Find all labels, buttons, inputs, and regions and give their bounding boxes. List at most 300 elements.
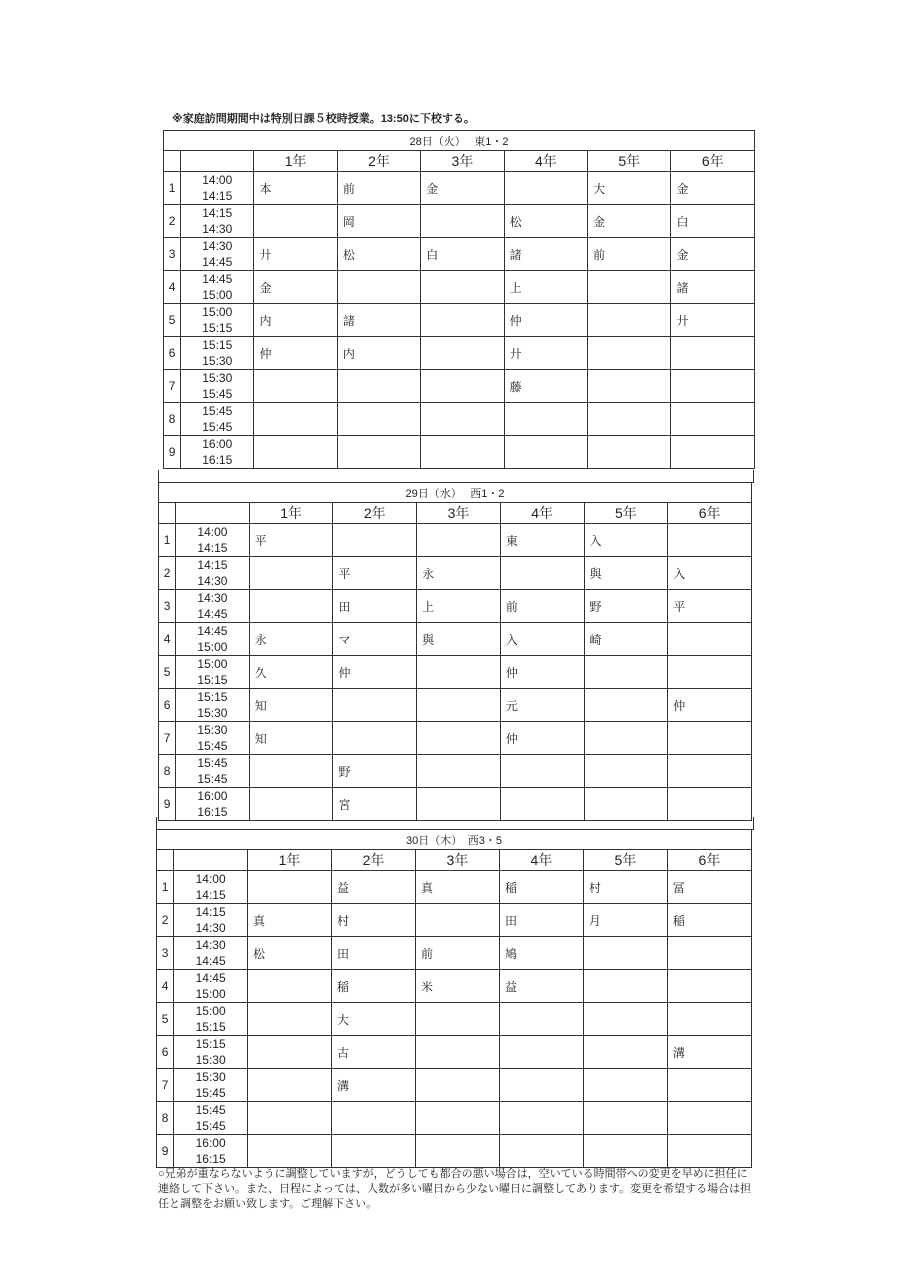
table-row xyxy=(159,524,752,557)
visit-cell xyxy=(248,1135,332,1168)
slot-time xyxy=(176,524,250,557)
visit-cell xyxy=(583,970,667,1003)
visit-cell xyxy=(421,403,504,436)
visit-cell: 大 xyxy=(588,172,671,205)
slot-number: 2 xyxy=(159,557,176,590)
header-blank xyxy=(159,503,176,524)
slot-number: 3 xyxy=(157,937,174,970)
visit-cell: 仲 xyxy=(500,656,584,689)
table-row xyxy=(157,871,752,904)
visit-cell xyxy=(583,1069,667,1102)
visit-cell xyxy=(667,1003,751,1036)
visit-cell xyxy=(415,1003,499,1036)
visit-cell: 平 xyxy=(249,524,333,557)
day-title: 30日（木） 西3・5 xyxy=(157,830,752,850)
day-title: 29日（水） 西1・2 xyxy=(159,483,752,503)
visit-cell xyxy=(417,656,501,689)
table-row xyxy=(164,436,755,469)
slot-number: 3 xyxy=(159,590,176,623)
visit-cell xyxy=(667,970,751,1003)
visit-cell xyxy=(417,755,501,788)
visit-cell: 岡 xyxy=(337,205,420,238)
schedule-table-day-29 xyxy=(158,482,752,821)
visit-cell xyxy=(415,1135,499,1168)
grade-header: 3年 xyxy=(415,850,499,871)
slot-time xyxy=(174,970,248,1003)
grade-header: 3年 xyxy=(417,503,501,524)
visit-cell: 廾 xyxy=(671,304,755,337)
slot-number: 2 xyxy=(157,904,174,937)
visit-cell: 諸 xyxy=(671,271,755,304)
slot-time xyxy=(174,937,248,970)
visit-cell: 本 xyxy=(254,172,337,205)
visit-cell xyxy=(504,436,587,469)
visit-cell: 永 xyxy=(417,557,501,590)
slot-start: 15:00 xyxy=(202,305,233,319)
table-row xyxy=(159,656,752,689)
visit-cell: 元 xyxy=(500,689,584,722)
visit-cell xyxy=(588,271,671,304)
visit-cell xyxy=(332,1102,416,1135)
visit-cell: 與 xyxy=(584,557,668,590)
slot-time xyxy=(176,557,250,590)
visit-cell xyxy=(415,1036,499,1069)
visit-cell: 溝 xyxy=(332,1069,416,1102)
visit-cell xyxy=(248,1069,332,1102)
grade-header: 5年 xyxy=(584,503,668,524)
grade-header-row xyxy=(164,151,755,172)
slot-end: 15:45 xyxy=(202,387,233,401)
visit-cell: 益 xyxy=(499,970,583,1003)
table-row xyxy=(157,937,752,970)
slot-end: 15:30 xyxy=(195,1053,226,1067)
visit-cell: 知 xyxy=(249,722,333,755)
slot-number: 8 xyxy=(157,1102,174,1135)
slot-end: 16:15 xyxy=(195,1152,226,1166)
table-row xyxy=(159,557,752,590)
table-row xyxy=(157,1069,752,1102)
slot-end: 15:45 xyxy=(197,772,228,786)
visit-cell xyxy=(415,904,499,937)
visit-cell: 永 xyxy=(249,623,333,656)
visit-cell: 諸 xyxy=(504,238,587,271)
table-row xyxy=(159,722,752,755)
slot-start: 15:45 xyxy=(195,1103,226,1117)
slot-end: 15:30 xyxy=(202,354,233,368)
visit-cell xyxy=(588,403,671,436)
header-blank xyxy=(176,503,250,524)
visit-cell xyxy=(333,524,417,557)
grade-header: 3年 xyxy=(421,151,504,172)
table-row xyxy=(157,1036,752,1069)
visit-cell: 宮 xyxy=(333,788,417,821)
visit-cell: 真 xyxy=(415,871,499,904)
visit-cell: 白 xyxy=(421,238,504,271)
slot-end: 15:45 xyxy=(195,1119,226,1133)
visit-cell: 崎 xyxy=(584,623,668,656)
slot-time xyxy=(181,370,254,403)
slot-end: 15:00 xyxy=(197,640,228,654)
visit-cell xyxy=(584,656,668,689)
slot-start: 15:15 xyxy=(197,690,228,704)
visit-cell: 平 xyxy=(668,590,752,623)
slot-end: 16:15 xyxy=(202,453,233,467)
slot-start: 14:30 xyxy=(202,239,233,253)
slot-start: 15:00 xyxy=(195,1004,226,1018)
slot-start: 16:00 xyxy=(202,437,233,451)
slot-start: 16:00 xyxy=(197,789,228,803)
slot-time xyxy=(174,1069,248,1102)
visit-cell: 野 xyxy=(584,590,668,623)
visit-cell: 白 xyxy=(671,205,755,238)
visit-cell xyxy=(583,1135,667,1168)
slot-time xyxy=(174,1036,248,1069)
slot-start: 15:30 xyxy=(197,723,228,737)
slot-time xyxy=(181,337,254,370)
slot-number: 3 xyxy=(164,238,181,271)
visit-cell xyxy=(671,403,755,436)
visit-cell xyxy=(584,722,668,755)
visit-cell xyxy=(667,937,751,970)
visit-cell xyxy=(668,755,752,788)
visit-cell: 金 xyxy=(671,172,755,205)
visit-cell xyxy=(421,337,504,370)
visit-cell xyxy=(499,1036,583,1069)
visit-cell xyxy=(671,370,755,403)
visit-cell: 田 xyxy=(333,590,417,623)
visit-cell: 平 xyxy=(333,557,417,590)
slot-start: 16:00 xyxy=(195,1136,226,1150)
grade-header: 1年 xyxy=(254,151,337,172)
visit-cell: 前 xyxy=(337,172,420,205)
visit-cell: 藤 xyxy=(504,370,587,403)
slot-end: 14:15 xyxy=(202,189,233,203)
slot-start: 14:15 xyxy=(195,905,226,919)
table-row xyxy=(164,238,755,271)
slot-end: 14:30 xyxy=(202,222,233,236)
slot-time xyxy=(181,403,254,436)
visit-cell xyxy=(417,524,501,557)
slot-end: 15:45 xyxy=(202,420,233,434)
table-row xyxy=(164,271,755,304)
slot-time xyxy=(174,871,248,904)
slot-start: 14:30 xyxy=(197,591,228,605)
slot-start: 14:00 xyxy=(202,173,233,187)
visit-cell xyxy=(415,1102,499,1135)
slot-end: 14:45 xyxy=(202,255,233,269)
visit-cell xyxy=(667,1102,751,1135)
visit-cell: 諸 xyxy=(337,304,420,337)
grade-header: 6年 xyxy=(667,850,751,871)
visit-cell: 鳩 xyxy=(499,937,583,970)
slot-start: 15:30 xyxy=(195,1070,226,1084)
slot-number: 8 xyxy=(164,403,181,436)
visit-cell xyxy=(421,436,504,469)
table-row xyxy=(159,755,752,788)
slot-start: 15:15 xyxy=(195,1037,226,1051)
slot-start: 14:45 xyxy=(195,971,226,985)
visit-cell xyxy=(583,1036,667,1069)
grade-header: 2年 xyxy=(332,850,416,871)
slot-time xyxy=(181,304,254,337)
visit-cell xyxy=(417,722,501,755)
visit-cell: 月 xyxy=(583,904,667,937)
slot-number: 4 xyxy=(164,271,181,304)
visit-cell: 仲 xyxy=(500,722,584,755)
day-title: 28日（火） 東1・2 xyxy=(164,131,755,151)
visit-cell xyxy=(499,1102,583,1135)
visit-cell xyxy=(499,1069,583,1102)
grade-header-row xyxy=(157,850,752,871)
visit-cell xyxy=(500,557,584,590)
table-row xyxy=(164,205,755,238)
visit-cell: 村 xyxy=(332,904,416,937)
slot-number: 5 xyxy=(164,304,181,337)
visit-cell xyxy=(584,788,668,821)
visit-cell: 野 xyxy=(333,755,417,788)
slot-number: 9 xyxy=(157,1135,174,1168)
visit-cell: 稲 xyxy=(667,904,751,937)
visit-cell xyxy=(332,1135,416,1168)
visit-cell xyxy=(249,755,333,788)
visit-cell: 知 xyxy=(249,689,333,722)
table-row xyxy=(164,337,755,370)
visit-cell: 仲 xyxy=(668,689,752,722)
slot-start: 14:00 xyxy=(195,872,226,886)
slot-number: 2 xyxy=(164,205,181,238)
slot-number: 8 xyxy=(159,755,176,788)
slot-number: 1 xyxy=(164,172,181,205)
visit-cell xyxy=(668,656,752,689)
grade-header: 5年 xyxy=(588,151,671,172)
slot-time xyxy=(174,1135,248,1168)
schedule-table-day-30 xyxy=(156,829,752,1168)
visit-cell: 入 xyxy=(500,623,584,656)
visit-cell xyxy=(583,1102,667,1135)
visit-cell xyxy=(337,370,420,403)
visit-cell: 與 xyxy=(417,623,501,656)
visit-cell: 冨 xyxy=(667,871,751,904)
slot-time xyxy=(176,788,250,821)
visit-cell xyxy=(421,271,504,304)
visit-cell xyxy=(248,1102,332,1135)
visit-cell: 仲 xyxy=(254,337,337,370)
slot-end: 15:15 xyxy=(197,673,228,687)
slot-number: 5 xyxy=(159,656,176,689)
slot-time xyxy=(181,436,254,469)
slot-number: 4 xyxy=(159,623,176,656)
visit-cell xyxy=(588,337,671,370)
visit-cell xyxy=(500,788,584,821)
table-row xyxy=(159,689,752,722)
slot-time xyxy=(176,755,250,788)
slot-time xyxy=(176,722,250,755)
slot-start: 14:15 xyxy=(197,558,228,572)
slot-end: 15:00 xyxy=(195,987,226,1001)
slot-end: 15:00 xyxy=(202,288,233,302)
slot-start: 14:00 xyxy=(197,525,228,539)
grade-header: 1年 xyxy=(249,503,333,524)
grade-header: 4年 xyxy=(500,503,584,524)
visit-cell: 前 xyxy=(415,937,499,970)
visit-cell: 金 xyxy=(421,172,504,205)
table-row xyxy=(157,1135,752,1168)
visit-cell: 前 xyxy=(588,238,671,271)
slot-start: 15:00 xyxy=(197,657,228,671)
visit-cell: 久 xyxy=(249,656,333,689)
slot-number: 7 xyxy=(159,722,176,755)
visit-cell: 稲 xyxy=(499,871,583,904)
slot-time xyxy=(181,238,254,271)
slot-end: 15:15 xyxy=(202,321,233,335)
slot-start: 14:45 xyxy=(197,624,228,638)
table-row xyxy=(157,1102,752,1135)
slot-number: 9 xyxy=(164,436,181,469)
visit-cell xyxy=(671,337,755,370)
grade-header: 4年 xyxy=(499,850,583,871)
visit-cell: 東 xyxy=(500,524,584,557)
visit-cell: 上 xyxy=(504,271,587,304)
visit-cell xyxy=(588,370,671,403)
slot-start: 14:45 xyxy=(202,272,233,286)
slot-end: 15:30 xyxy=(197,706,228,720)
slot-number: 7 xyxy=(157,1069,174,1102)
slot-time xyxy=(181,271,254,304)
header-blank xyxy=(157,850,174,871)
slot-end: 14:15 xyxy=(195,888,226,902)
table-row xyxy=(157,1003,752,1036)
table-row xyxy=(164,370,755,403)
slot-start: 15:45 xyxy=(202,404,233,418)
grade-header: 6年 xyxy=(671,151,755,172)
visit-cell xyxy=(504,172,587,205)
grade-header: 6年 xyxy=(668,503,752,524)
slot-time xyxy=(174,1003,248,1036)
visit-cell xyxy=(584,689,668,722)
visit-cell xyxy=(248,871,332,904)
visit-cell xyxy=(668,623,752,656)
slot-number: 7 xyxy=(164,370,181,403)
slot-end: 16:15 xyxy=(197,805,228,819)
visit-cell xyxy=(421,205,504,238)
slot-end: 14:30 xyxy=(197,574,228,588)
visit-cell xyxy=(500,755,584,788)
slot-number: 9 xyxy=(159,788,176,821)
visit-cell xyxy=(249,788,333,821)
visit-cell: 金 xyxy=(588,205,671,238)
visit-cell xyxy=(333,689,417,722)
visit-cell xyxy=(671,436,755,469)
table-row xyxy=(157,970,752,1003)
visit-cell xyxy=(248,1036,332,1069)
slot-number: 6 xyxy=(164,337,181,370)
visit-cell: 入 xyxy=(584,524,668,557)
visit-cell xyxy=(499,1003,583,1036)
slot-number: 6 xyxy=(159,689,176,722)
grade-header: 5年 xyxy=(583,850,667,871)
slot-end: 14:30 xyxy=(195,921,226,935)
slot-end: 14:45 xyxy=(197,607,228,621)
visit-cell xyxy=(421,304,504,337)
visit-cell: 松 xyxy=(248,937,332,970)
footer-note: ○兄弟が重ならないように調整していますが，どうしても都合の悪い場合は，空いている時間帯への変更を早めに担任に連絡して下さい。また、日程によっては、人数が多い曜日から少ない曜日に調整してあります。変更を希望する場合は担任と調整をお願い致します。ご理解下さい。 xyxy=(158,1168,752,1210)
visit-cell xyxy=(249,557,333,590)
slot-number: 6 xyxy=(157,1036,174,1069)
visit-cell: 松 xyxy=(504,205,587,238)
visit-cell xyxy=(588,304,671,337)
visit-cell xyxy=(584,755,668,788)
visit-cell: 稲 xyxy=(332,970,416,1003)
table-row xyxy=(164,304,755,337)
visit-cell: 入 xyxy=(668,557,752,590)
visit-cell xyxy=(254,436,337,469)
slot-time xyxy=(176,656,250,689)
slot-end: 14:15 xyxy=(197,541,228,555)
table-row xyxy=(159,788,752,821)
visit-cell xyxy=(667,1069,751,1102)
visit-cell: 内 xyxy=(254,304,337,337)
visit-cell: 金 xyxy=(671,238,755,271)
slot-start: 15:45 xyxy=(197,756,228,770)
grade-header: 1年 xyxy=(248,850,332,871)
schedule-table-day-28 xyxy=(163,130,755,469)
visit-cell xyxy=(248,1003,332,1036)
visit-cell: マ xyxy=(333,623,417,656)
visit-cell xyxy=(583,937,667,970)
header-blank xyxy=(181,151,254,172)
visit-cell xyxy=(667,1135,751,1168)
visit-cell: 内 xyxy=(337,337,420,370)
slot-time xyxy=(176,689,250,722)
visit-cell xyxy=(415,1069,499,1102)
visit-cell: 田 xyxy=(499,904,583,937)
table-row xyxy=(157,904,752,937)
visit-cell xyxy=(254,205,337,238)
slot-number: 1 xyxy=(157,871,174,904)
visit-cell xyxy=(249,590,333,623)
slot-end: 15:45 xyxy=(195,1086,226,1100)
slot-time xyxy=(176,590,250,623)
visit-cell xyxy=(588,436,671,469)
visit-cell xyxy=(417,689,501,722)
visit-cell: 金 xyxy=(254,271,337,304)
slot-time xyxy=(181,172,254,205)
visit-cell: 米 xyxy=(415,970,499,1003)
visit-cell xyxy=(668,722,752,755)
slot-start: 15:15 xyxy=(202,338,233,352)
visit-cell xyxy=(254,370,337,403)
visit-cell: 古 xyxy=(332,1036,416,1069)
slot-time xyxy=(174,904,248,937)
slot-time xyxy=(176,623,250,656)
slot-start: 15:30 xyxy=(202,371,233,385)
slot-end: 15:15 xyxy=(195,1020,226,1034)
visit-cell xyxy=(583,1003,667,1036)
grade-header-row xyxy=(159,503,752,524)
visit-cell: 村 xyxy=(583,871,667,904)
header-blank xyxy=(174,850,248,871)
visit-cell: 溝 xyxy=(667,1036,751,1069)
visit-cell: 廾 xyxy=(504,337,587,370)
slot-start: 14:15 xyxy=(202,206,233,220)
visit-cell: 大 xyxy=(332,1003,416,1036)
slot-number: 5 xyxy=(157,1003,174,1036)
visit-cell xyxy=(337,436,420,469)
visit-cell xyxy=(417,788,501,821)
table-row xyxy=(159,623,752,656)
notice-text: ※家庭訪問期間中は特別日課５校時授業。13:50に下校する。 xyxy=(172,113,475,125)
visit-cell: 益 xyxy=(332,871,416,904)
